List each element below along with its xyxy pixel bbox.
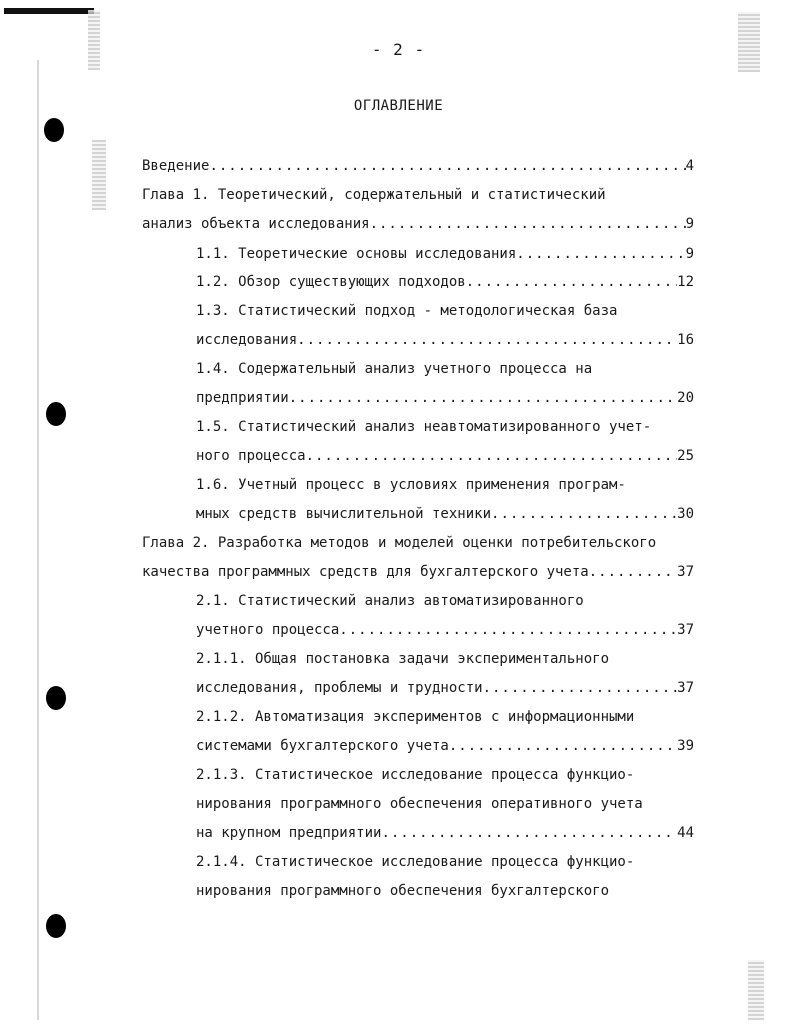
toc-entry	[196, 852, 696, 872]
toc-entry-page: 37	[677, 622, 694, 638]
toc-entry-text: 2.1.4. Статистическое исследование процесса функцио-	[196, 854, 635, 870]
toc-entry-page: 4	[685, 158, 694, 174]
toc-entry-text: анализ объекта исследования	[142, 216, 370, 232]
toc-entry-page: 9	[685, 216, 694, 232]
toc-leader	[339, 620, 677, 640]
toc-leader	[297, 330, 677, 350]
toc-entry-text: Глава 1. Теоретический, содержательный и статистический	[142, 187, 606, 203]
toc-entry-text: ного процесса	[196, 448, 306, 464]
toc-entry-text: учетного процесса	[196, 622, 340, 638]
toc-entry-page: 44	[677, 825, 694, 841]
toc-entry-text: 1.6. Учетный процесс в условиях применения програм-	[196, 477, 626, 493]
toc-entry	[196, 707, 696, 727]
scan-artifact-noise	[92, 140, 106, 210]
toc-entry-page: 12	[677, 274, 694, 290]
toc-entry	[196, 794, 696, 814]
toc-entry-text: качества программных средств для бухгалтерского учета	[142, 564, 589, 580]
toc-entry	[142, 156, 694, 176]
toc-leader	[466, 272, 677, 292]
punch-hole-icon	[46, 914, 66, 938]
toc-entry-text: 1.2. Обзор существующих подходов	[196, 274, 466, 290]
toc-leader	[449, 736, 677, 756]
punch-hole-icon	[46, 402, 66, 426]
toc-entry-text: предприятии	[196, 390, 289, 406]
toc-leader	[209, 156, 685, 176]
toc-entry	[196, 359, 696, 379]
toc-entry-text: 1.5. Статистический анализ неавтоматизированного учет-	[196, 419, 652, 435]
toc-entry	[196, 823, 694, 843]
scan-artifact-bar	[4, 8, 94, 14]
toc-entry	[196, 620, 694, 640]
toc-leader	[589, 562, 677, 582]
toc-entry	[196, 244, 694, 264]
toc-leader	[483, 678, 678, 698]
scan-artifact-noise	[748, 960, 764, 1020]
toc-entry-text: исследования, проблемы и трудности	[196, 680, 483, 696]
toc-entry-page: 37	[677, 680, 694, 696]
toc-leader	[306, 446, 678, 466]
toc-leader	[289, 388, 677, 408]
toc-entry-text: 2.1.1. Общая постановка задачи экспериментального	[196, 651, 610, 667]
toc-entry	[196, 591, 696, 611]
scan-artifact-edge	[37, 60, 39, 1020]
toc-entry-text: Глава 2. Разработка методов и моделей оценки потребительского	[142, 535, 657, 551]
toc-entry-text: мных средств вычислительной техники	[196, 506, 492, 522]
toc-leader	[381, 823, 677, 843]
toc-entry	[196, 417, 706, 437]
toc-entry-text: 1.1. Теоретические основы исследования	[196, 246, 517, 262]
toc-entry-text: нирования программного обеспечения бухгалтерского	[196, 883, 610, 899]
toc-entry	[142, 562, 694, 582]
toc-title: ОГЛАВЛЕНИЕ	[353, 98, 444, 114]
toc-entry	[196, 272, 694, 292]
toc-entry-page: 9	[685, 246, 694, 262]
punch-hole-icon	[44, 118, 64, 142]
toc-entry	[196, 301, 696, 321]
toc-entry	[142, 214, 694, 234]
toc-entry-text: на крупном предприятии	[196, 825, 382, 841]
toc-entry	[196, 330, 694, 350]
toc-entry-page: 30	[677, 506, 694, 522]
toc-entry	[196, 736, 694, 756]
toc-leader	[370, 214, 686, 234]
page-number: - 2 -	[371, 40, 426, 59]
toc-entry-text: системами бухгалтерского учета	[196, 738, 449, 754]
punch-hole-icon	[46, 686, 66, 710]
toc-entry	[196, 504, 694, 524]
toc-entry-text: 2.1.3. Статистическое исследование процесса функцио-	[196, 767, 635, 783]
toc-entry-page: 37	[677, 564, 694, 580]
toc-entry-page: 16	[677, 332, 694, 348]
toc-entry-page: 25	[677, 448, 694, 464]
toc-entry-text: нирования программного обеспечения оперативного учета	[196, 796, 643, 812]
toc-entry	[196, 649, 696, 669]
toc-entry	[196, 678, 694, 698]
toc-entry-text: исследования	[196, 332, 298, 348]
toc-entry	[196, 388, 694, 408]
toc-entry-page: 20	[677, 390, 694, 406]
toc-entry	[142, 533, 722, 553]
toc-entry-page: 39	[677, 738, 694, 754]
toc-entry	[196, 881, 696, 901]
toc-leader	[516, 244, 685, 264]
toc-entry	[142, 185, 702, 205]
toc-entry-text: Введение	[142, 158, 210, 174]
toc-entry	[196, 765, 696, 785]
toc-entry-text: 1.4. Содержательный анализ учетного процесса на	[196, 361, 593, 377]
toc-entry-text: 2.1. Статистический анализ автоматизированного	[196, 593, 584, 609]
toc-entry	[196, 446, 694, 466]
toc-entry-text: 1.3. Статистический подход - методологическая база	[196, 303, 618, 319]
toc-entry-text: 2.1.2. Автоматизация экспериментов с информационными	[196, 709, 635, 725]
toc-entry	[196, 475, 696, 495]
toc-leader	[491, 504, 677, 524]
